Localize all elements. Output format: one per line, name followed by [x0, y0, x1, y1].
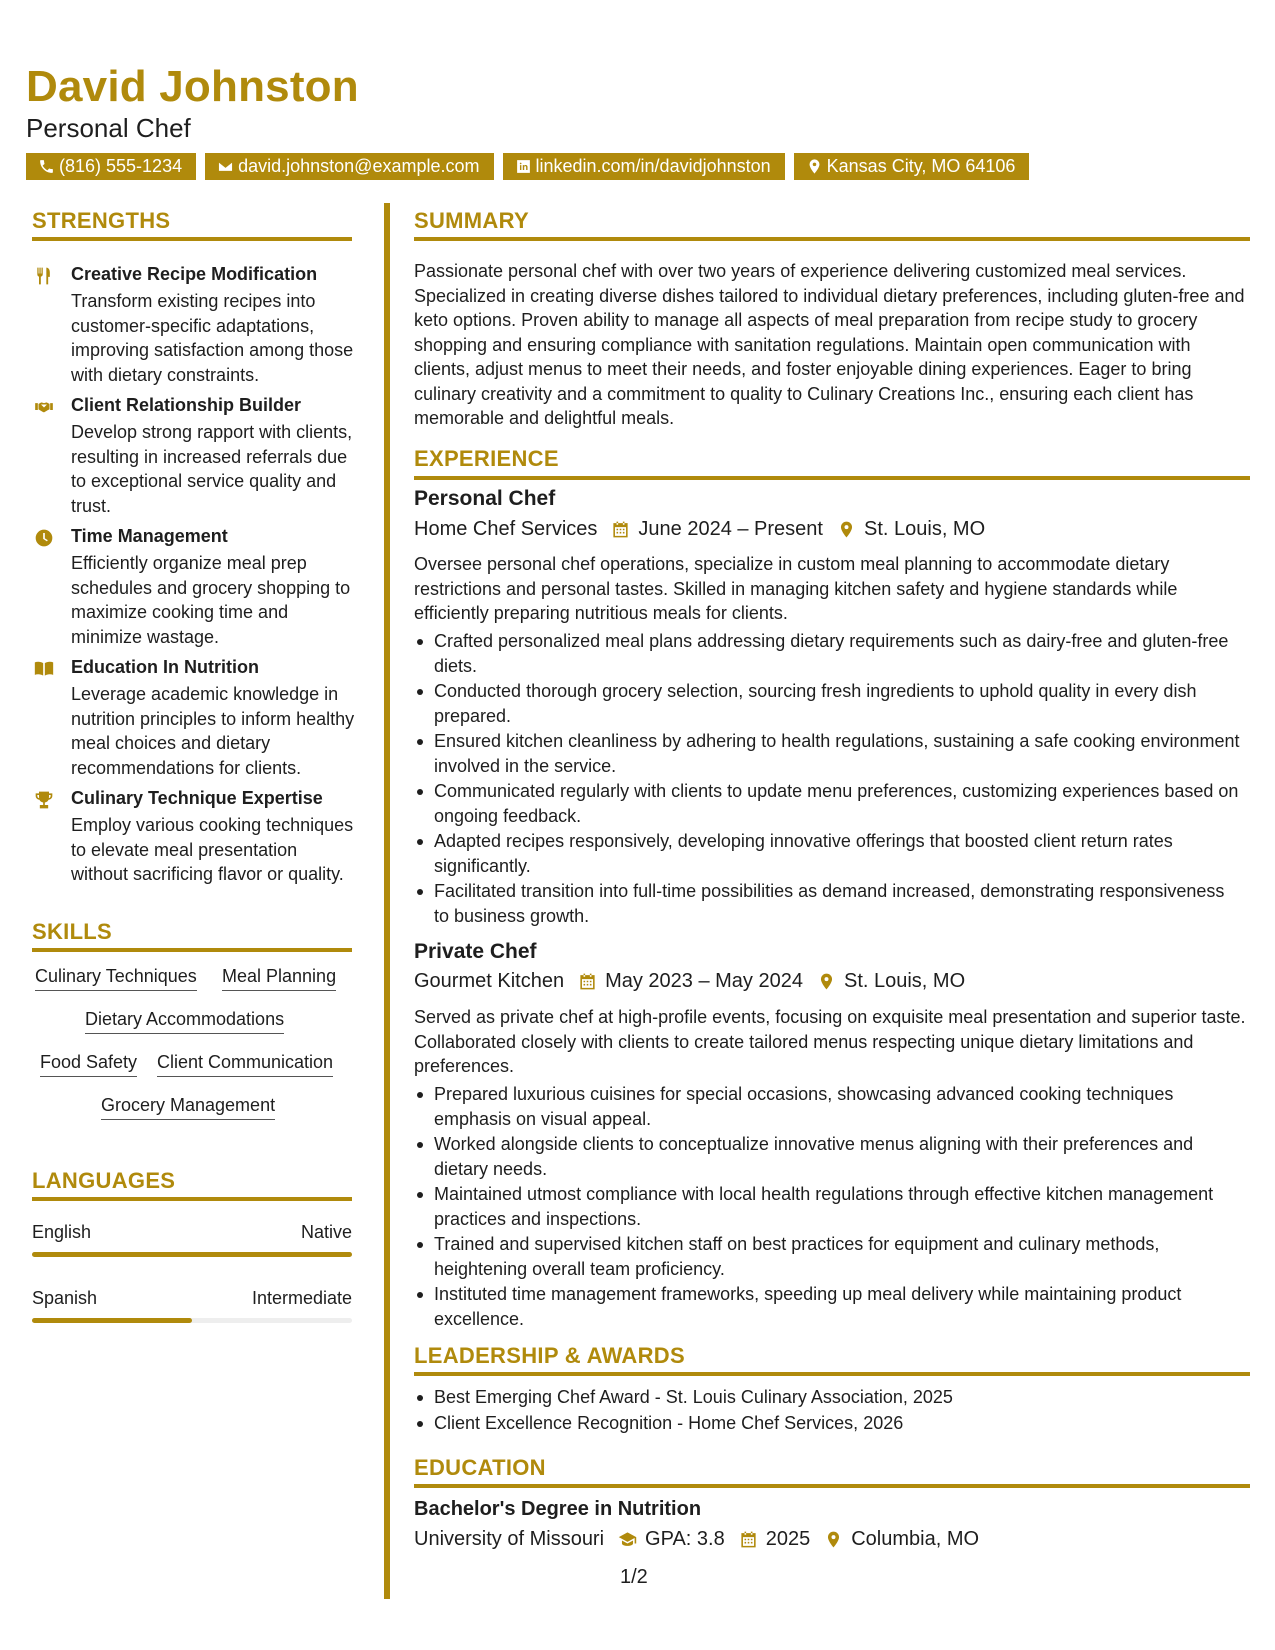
linkedin-icon — [515, 158, 532, 175]
bullet-item: Maintained utmost compliance with local health regulations through effective kitchen management practices and inspections. — [414, 1182, 1244, 1231]
email-chip[interactable] — [205, 153, 493, 180]
job-title: Private Chef — [414, 940, 537, 963]
job-location: St. Louis, MO — [864, 518, 986, 540]
job-location: St. Louis, MO — [843, 970, 966, 992]
awards-rule — [414, 1372, 1250, 1376]
job-description: Served as private chef at high-profile events, focusing on exquisite meal presentation and superior taste. Collaborated closely with clients to create tailored menus respecting unique dietary limitations and preferences. — [414, 1007, 1246, 1076]
summary-rule — [414, 237, 1250, 241]
education-rule — [414, 1484, 1250, 1488]
calendar-icon — [578, 972, 597, 991]
language-name: English — [32, 1222, 92, 1242]
linkedin-chip[interactable] — [503, 153, 785, 180]
strengths-rule — [32, 237, 352, 241]
phone-chip[interactable] — [26, 153, 196, 180]
book-open-icon — [34, 659, 54, 679]
candidate-title: Personal Chef — [26, 113, 191, 143]
bullet-item: Communicated regularly with clients to update menu preferences, customizing experiences based on ongoing feedback. — [414, 779, 1244, 828]
experience-rule — [414, 476, 1250, 480]
languages-heading: LANGUAGES — [32, 1168, 176, 1193]
job-bullets — [414, 629, 1244, 929]
language-bar-fill — [32, 1252, 352, 1257]
strength-title: Creative Recipe Modification — [71, 264, 318, 284]
language-name: Spanish — [32, 1288, 98, 1308]
job-title: Personal Chef — [414, 487, 556, 510]
language-bar — [32, 1252, 352, 1257]
skills-rule — [32, 948, 352, 952]
utensils-icon — [34, 266, 54, 286]
job-description: Oversee personal chef operations, specialize in custom meal planning to accommodate dietary restrictions and personal tastes. Skilled in managing kitchen safety and hygiene standards while efficiently preparing nutritious meals for clients. — [414, 554, 1178, 623]
calendar-icon — [739, 1530, 758, 1549]
skill-tag: Client Communication — [157, 1052, 333, 1077]
job-dates: June 2024 – Present — [638, 518, 823, 540]
job-company: Gourmet Kitchen — [414, 970, 565, 992]
strength-title: Education In Nutrition — [71, 657, 259, 677]
language-level: Native — [300, 1222, 352, 1242]
skill-tag: Dietary Accommodations — [85, 1009, 284, 1034]
linkedin-text: linkedin.com/in/davidjohnston — [535, 156, 771, 176]
school-name: University of Missouri — [414, 1528, 605, 1550]
job-dates: May 2023 – May 2024 — [605, 970, 803, 992]
languages-rule — [32, 1197, 352, 1201]
strength-desc: Transform existing recipes into customer-specific adaptations, improving satisfaction among those with dietary constraints. — [71, 291, 354, 385]
language-level: Intermediate — [251, 1288, 352, 1308]
bullet-item: Prepared luxurious cuisines for special occasions, showcasing advanced cooking techniques emphasis on visual appeal. — [414, 1082, 1244, 1131]
job-company: Home Chef Services — [414, 518, 598, 540]
summary-text: Passionate personal chef with over two years of experience delivering customized meal services. Specialized in creating diverse dishes tailored to individual dietary preferences, including gluten-free and keto options. Proven ability to manage all aspects of meal preparation from recipe study to grocery shopping and ensuring compliance with sanitation regulations. Maintain open communication with clients, adjust menus to meet their needs, and foster enjoyable dining experiences. Eager to bring culinary creativity and a commitment to quality to Culinary Creations Inc., ensuring each client has memorable and delightful meals. — [414, 261, 1245, 428]
clock-icon — [34, 528, 54, 548]
experience-heading: EXPERIENCE — [414, 446, 559, 471]
page-number: 1/2 — [620, 1566, 648, 1588]
strength-desc: Efficiently organize meal prep schedules and grocery shopping to maximize cooking time and minimize wastage. — [71, 553, 351, 647]
trophy-icon — [34, 790, 54, 810]
location-text: Kansas City, MO 64106 — [826, 156, 1016, 176]
envelope-icon — [217, 158, 234, 175]
school-location: Columbia, MO — [851, 1528, 980, 1550]
graduation-year: 2025 — [765, 1528, 811, 1550]
skills-heading: SKILLS — [32, 919, 113, 944]
calendar-icon — [611, 520, 630, 539]
strength-title: Culinary Technique Expertise — [71, 788, 323, 808]
skill-tag: Grocery Management — [101, 1095, 275, 1120]
bullet-item: Facilitated transition into full-time possibilities as demand increased, demonstrating responsiveness to business growth. — [414, 879, 1244, 928]
map-pin-icon — [817, 972, 836, 991]
awards-heading: LEADERSHIP & AWARDS — [414, 1343, 685, 1368]
degree-title: Bachelor's Degree in Nutrition — [414, 1498, 702, 1520]
location-chip[interactable] — [794, 153, 1030, 180]
education-heading: EDUCATION — [414, 1455, 546, 1480]
job-meta — [414, 518, 985, 541]
strengths-heading: STRENGTHS — [32, 208, 171, 233]
bullet-item: Instituted time management frameworks, speeding up meal delivery while maintaining product excellence. — [414, 1282, 1244, 1331]
job-bullets — [414, 1082, 1244, 1332]
language-bar-fill — [32, 1318, 192, 1323]
strength-desc: Employ various cooking techniques to elevate meal presentation without sacrificing flavor or quality. — [71, 815, 354, 884]
bullet-item: Ensured kitchen cleanliness by adhering to health regulations, sustaining a safe cooking environment involved in the service. — [414, 729, 1244, 778]
bullet-item: Worked alongside clients to conceptualize innovative menus aligning with their preferences and dietary needs. — [414, 1132, 1244, 1181]
map-pin-icon — [806, 158, 823, 175]
skill-tag: Food Safety — [40, 1052, 137, 1077]
strength-title: Client Relationship Builder — [71, 395, 302, 415]
awards-list — [414, 1385, 1244, 1436]
bullet-item: Crafted personalized meal plans addressing dietary requirements such as dairy-free and gluten-free diets. — [414, 629, 1244, 678]
education-meta — [414, 1528, 979, 1551]
candidate-name: David Johnston — [26, 62, 359, 111]
handshake-icon — [34, 397, 54, 417]
award-item: Client Excellence Recognition - Home Chef Services, 2026 — [414, 1411, 1244, 1436]
graduation-cap-icon — [618, 1530, 637, 1549]
skill-tag: Culinary Techniques — [35, 966, 197, 991]
bullet-item: Conducted thorough grocery selection, sourcing fresh ingredients to uphold quality in every dish prepared. — [414, 679, 1244, 728]
job-meta — [414, 970, 965, 993]
phone-text: (816) 555-1234 — [59, 156, 183, 176]
strength-desc: Develop strong rapport with clients, resulting in increased referrals due to exceptional service quality and trust. — [71, 422, 353, 516]
language-bar — [32, 1318, 352, 1323]
summary-heading: SUMMARY — [414, 208, 529, 233]
contact-bar — [26, 153, 1029, 180]
phone-icon — [38, 158, 55, 175]
email-text: david.johnston@example.com — [238, 156, 480, 176]
map-pin-icon — [824, 1530, 843, 1549]
strength-title: Time Management — [71, 526, 228, 546]
gpa: GPA: 3.8 — [645, 1528, 725, 1550]
award-item: Best Emerging Chef Award - St. Louis Culinary Association, 2025 — [414, 1385, 1244, 1410]
map-pin-icon — [837, 520, 856, 539]
column-divider — [384, 203, 390, 1599]
bullet-item: Trained and supervised kitchen staff on best practices for equipment and culinary methods, heightening overall team proficiency. — [414, 1232, 1244, 1281]
bullet-item: Adapted recipes responsively, developing innovative offerings that boosted client return rates significantly. — [414, 829, 1244, 878]
strength-desc: Leverage academic knowledge in nutrition principles to inform healthy meal choices and dietary recommendations for clients. — [71, 684, 355, 778]
skill-tag: Meal Planning — [222, 966, 336, 991]
